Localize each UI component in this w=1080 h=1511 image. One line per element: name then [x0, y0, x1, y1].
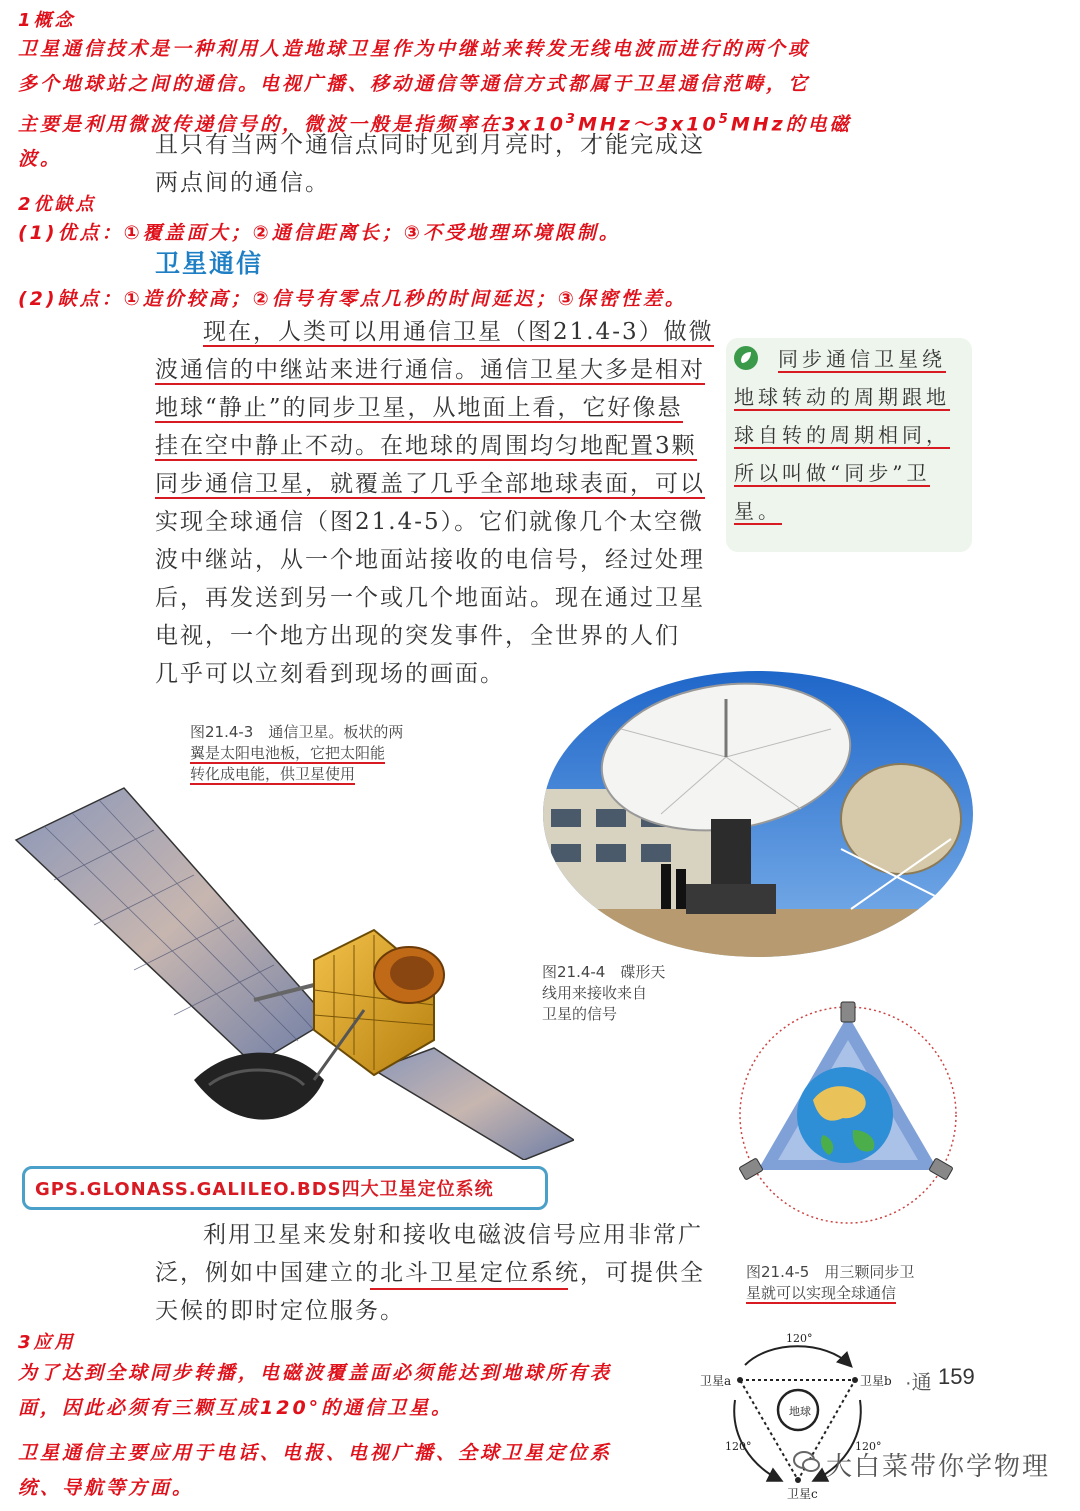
- book-prev-line1: 且只有当两个通信点同时见到月亮时，才能完成这: [155, 132, 705, 158]
- note-concept-line4: 波。: [18, 148, 63, 171]
- label-satellite-a: 卫星a: [700, 1374, 732, 1388]
- label-angle-top: 120°: [786, 1332, 813, 1345]
- wechat-icon: [792, 1447, 822, 1477]
- satellite-illustration: [14, 780, 574, 1160]
- label-earth: 地球: [789, 1405, 811, 1418]
- note-concept-line1: 卫星通信技术是一种利用人造地球卫星作为中继站来转发无线电波而进行的两个或: [18, 38, 811, 60]
- page-number: 159: [938, 1364, 975, 1389]
- para2-line-1: 利用卫星来发射和接收电磁波信号应用非常广: [203, 1222, 703, 1248]
- fig4-caption: 图21.4-4 碟形天 线用来接收来自 卫星的信号: [542, 963, 666, 1023]
- label-angle-right: 120°: [855, 1440, 882, 1453]
- note-concept-line3: 主要是利用微波传递信号的，微波一般是指频率在$3x10^3MHz\sim 3x10^5MHz$的电磁: [18, 112, 852, 136]
- para-line-5: 同步通信卫星，就覆盖了几乎全部地球表面，可以: [155, 471, 705, 497]
- note-application: 为了达到全球同步转播，电磁波覆盖面必须能达到地球所有表 面，因此必须有三颗互成120°的通信卫星。 卫星通信主要应用于电话、电报、电视广播、全球卫星定位系 统、导航等方面。: [18, 1362, 613, 1499]
- para-line-4: 挂在空中静止不动。在地球的周围均匀地配置3颗: [155, 433, 697, 459]
- para-line-7: 波中继站，从一个地面站接收的电信号，经过处理: [155, 547, 705, 573]
- para-line-2: 波通信的中继站来进行通信。通信卫星大多是相对: [155, 357, 705, 383]
- positioning-paragraph: [155, 1216, 715, 1330]
- watermark-text: 大白菜带你学物理: [826, 1452, 1051, 1482]
- para-line-6: 实现全球通信（图21.4-5）。它们就像几个太空微: [155, 509, 705, 535]
- note-heading-proscons: 2优缺点: [18, 194, 97, 215]
- note-heading-application: 3应用: [18, 1332, 76, 1353]
- label-satellite-b: 卫星b: [860, 1374, 892, 1388]
- para-line-1: 现在，人类可以用通信卫星（图21.4-3）做微: [203, 319, 714, 345]
- para-line-10: 几乎可以立刻看到现场的画面。: [155, 661, 505, 687]
- note-advantages: (1)优点：①覆盖面大；②通信距离长；③不受地理环境限制。: [18, 222, 621, 244]
- para-line-3: 地球“静止”的同步卫星，从地面上看，它好像悬: [155, 395, 683, 421]
- para-line-8: 后，再发送到另一个或几个地面站。现在通过卫星: [155, 585, 705, 611]
- fig5-caption: 图21.4-5 用三颗同步卫 星就可以实现全球通信: [746, 1263, 915, 1302]
- main-paragraph: [155, 313, 715, 693]
- note-heading-concept: 1概念: [18, 10, 76, 31]
- fig3-caption: 图21.4-3 通信卫星。板状的两 翼是太阳电池板，它把太阳能 转化成电能，供卫星使用: [190, 723, 404, 783]
- beidou-underline: [370, 1288, 568, 1290]
- note-disadvantages: (2)缺点：①造价较高；②信号有零点几秒的时间延迟；③保密性差。: [18, 288, 687, 310]
- side-note-box: [726, 338, 972, 552]
- label-satellite-c: 卫星c: [787, 1487, 818, 1501]
- side-note-text: 同步通信卫星绕 地球转动的周期跟地 球自转的周期相同， 所以叫做“同步”卫 星。: [734, 347, 950, 523]
- page-tail: ·通: [905, 1372, 932, 1394]
- para2-line-2: 泛，例如中国建立的北斗卫星定位系统，可提供全: [155, 1260, 705, 1286]
- global-coverage-diagram: [733, 1000, 963, 1225]
- note-concept-line2: 多个地球站之间的通信。电视广播、移动通信等通信方式都属于卫星通信范畴，它: [18, 73, 811, 95]
- book-prev-line2: 两点间的通信。: [155, 170, 330, 196]
- gps-systems-label: GPS.GLONASS.GALILEO.BDS四大卫星定位系统: [22, 1166, 548, 1210]
- section-title: 卫星通信: [155, 249, 264, 278]
- dish-antenna-photo: [541, 669, 976, 959]
- para-line-9: 电视，一个地方出现的突发事件，全世界的人们: [155, 623, 680, 649]
- label-angle-left: 120°: [725, 1440, 752, 1453]
- para2-line-3: 天候的即时定位服务。: [155, 1298, 405, 1324]
